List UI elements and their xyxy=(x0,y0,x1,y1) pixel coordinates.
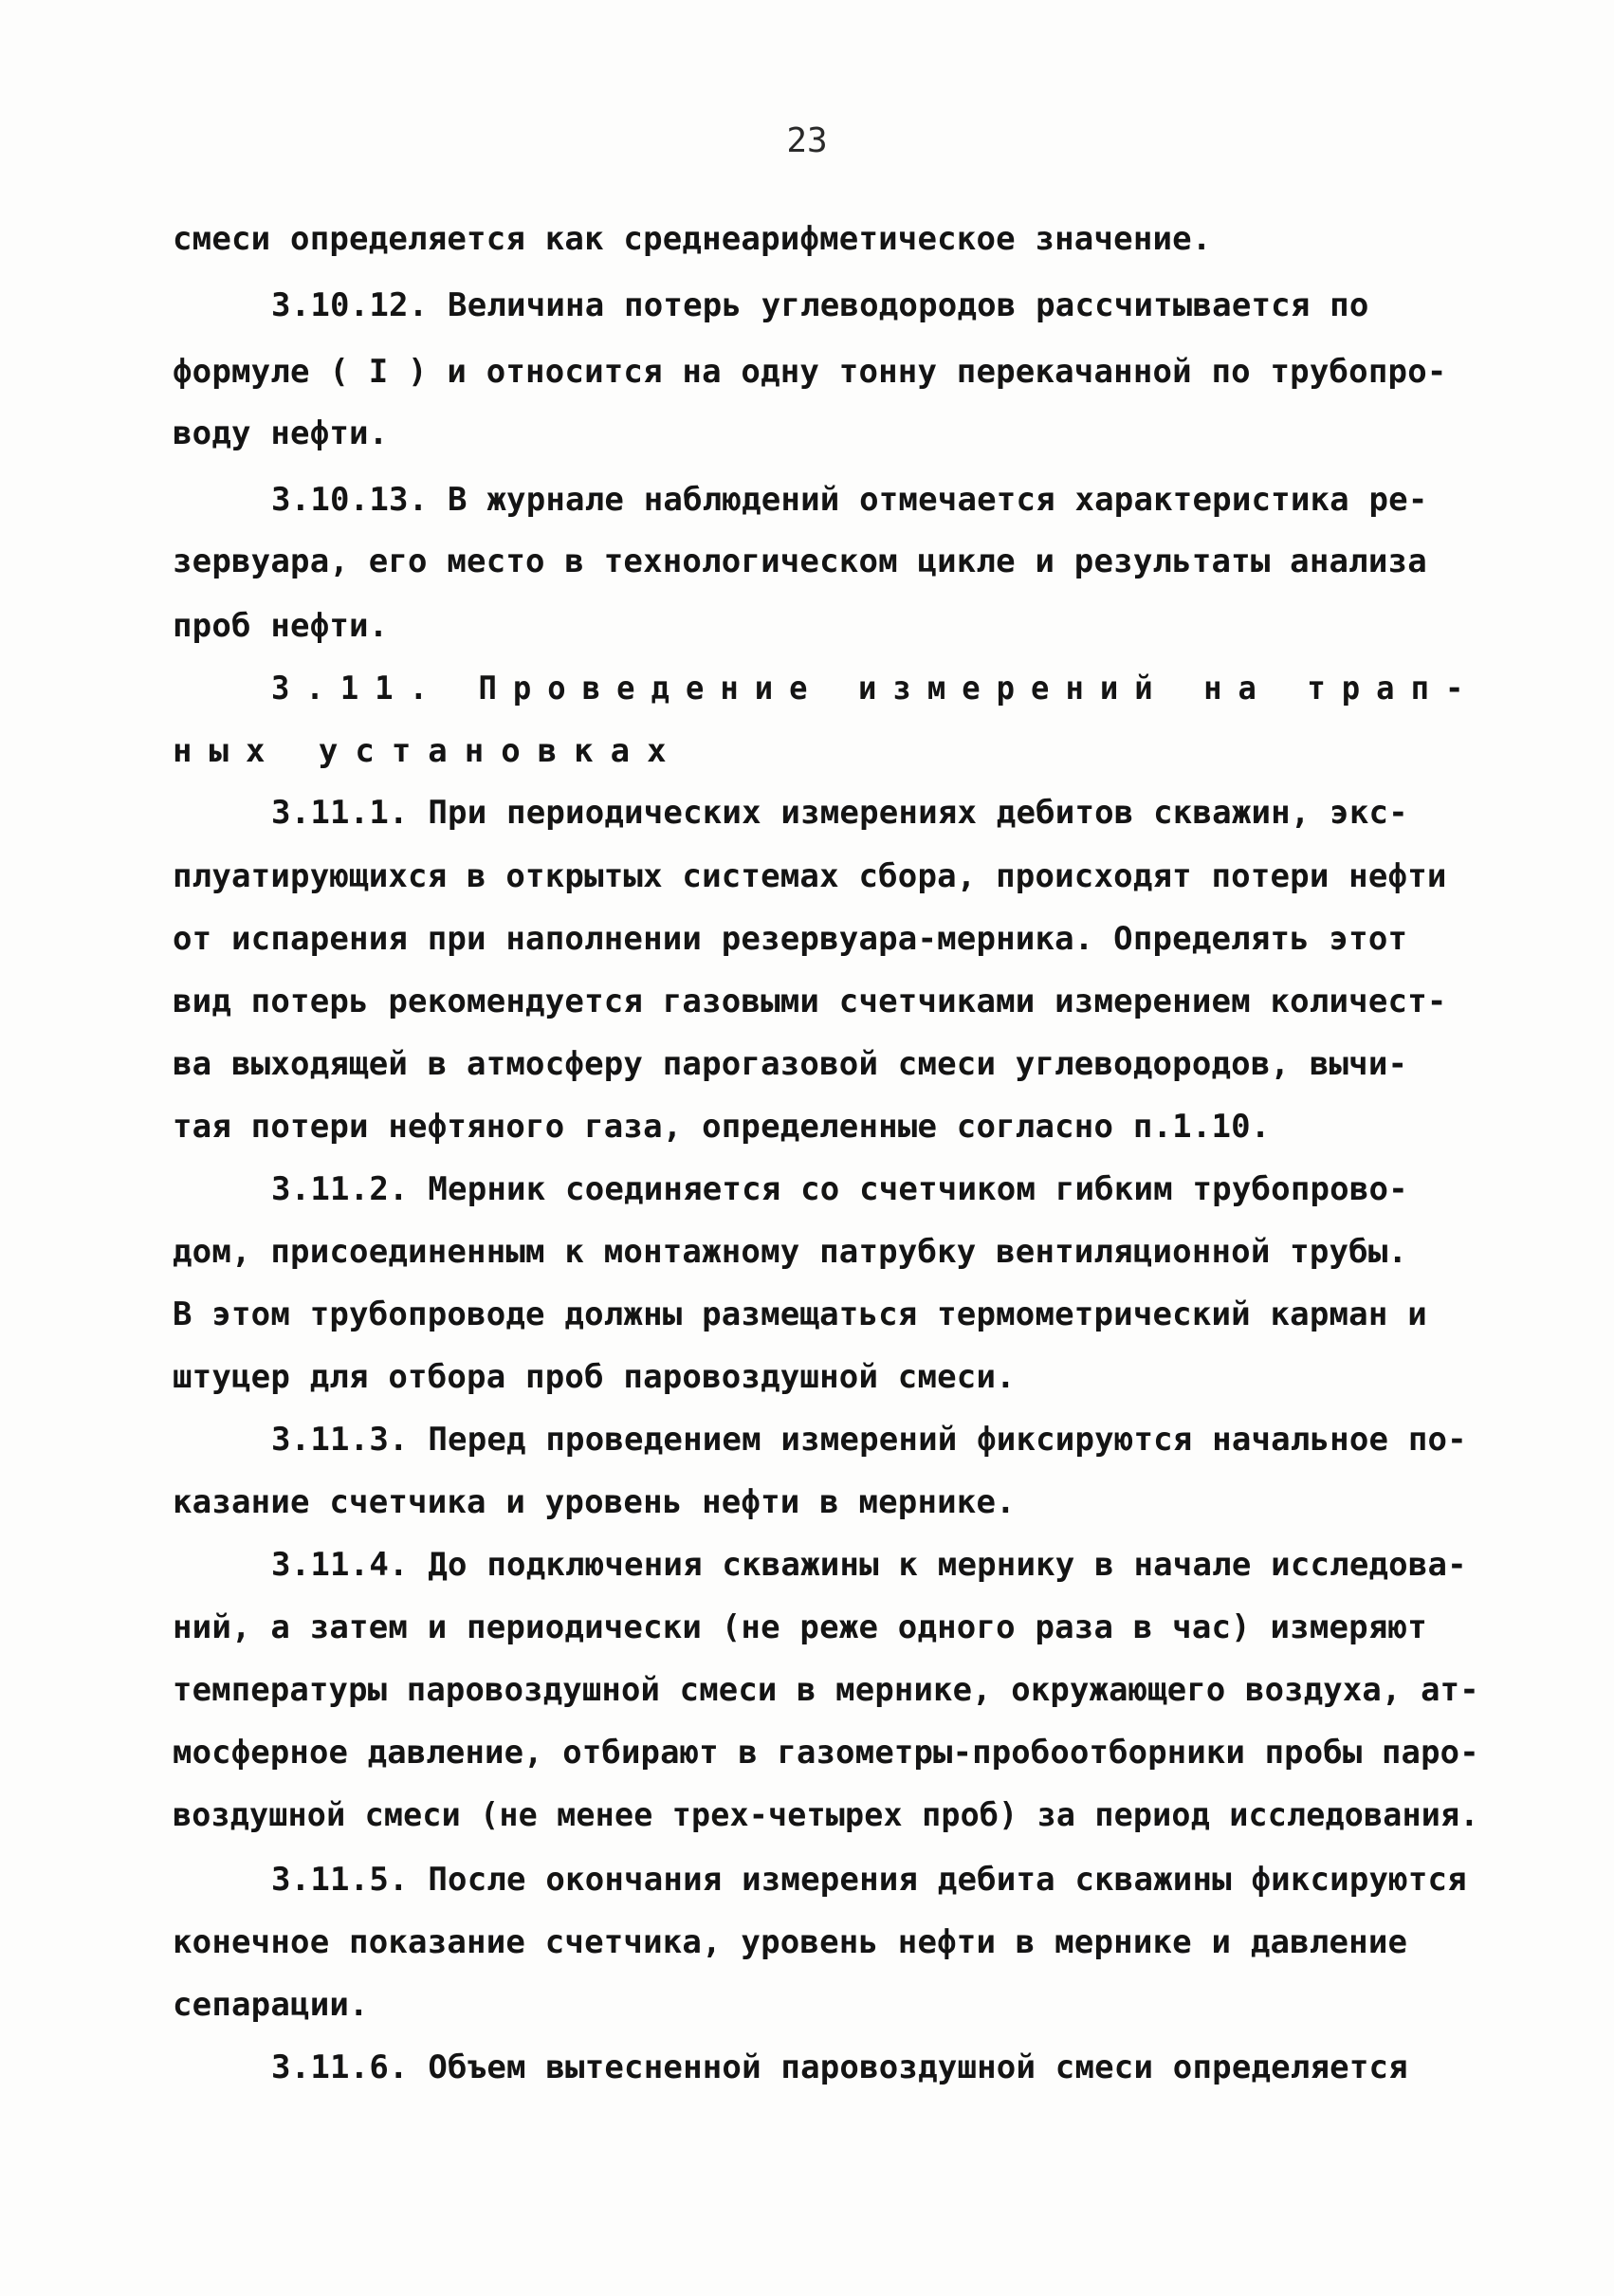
paragraph-3-11-6: 3.11.6. Объем вытесненной паровоздушной смеси определяется xyxy=(271,2048,1408,2086)
text-line: В этом трубопроводе должны размещаться термометрический карман и xyxy=(173,1295,1427,1333)
text-line: проб нефти. xyxy=(173,607,389,645)
text-line: от испарения при наполнении резервуара-мерника. Определять этот xyxy=(173,920,1408,958)
text-line: формуле ( I ) и относится на одну тонну перекачанной по трубопро- xyxy=(173,353,1447,391)
text-line: мосферное давление, отбирают в газометры-пробоотборники пробы паро- xyxy=(173,1734,1479,1772)
page-number: 23 xyxy=(786,121,828,160)
text-line: воздушной смеси (не менее трех-четырех проб) за период исследования. xyxy=(173,1796,1479,1834)
paragraph-3-11-2: 3.11.2. Мерник соединяется со счетчиком гибким трубопрово- xyxy=(271,1170,1408,1208)
text-line: штуцер для отбора проб паровоздушной смеси. xyxy=(173,1358,1016,1396)
section-heading-3-11: 3.11. Проведение измерений на трап- xyxy=(271,670,1480,707)
text-line: сепарации. xyxy=(173,1986,369,2024)
paragraph-3-10-13: 3.10.13. В журнале наблюдений отмечается характеристика ре- xyxy=(271,481,1428,519)
text-line: дом, присоединенным к монтажному патрубку вентиляционной трубы. xyxy=(173,1233,1408,1271)
paragraph-3-11-3: 3.11.3. Перед проведением измерений фиксируются начальное по- xyxy=(271,1421,1467,1459)
paragraph-3-11-1: 3.11.1. При периодических измерениях дебитов скважин, экс- xyxy=(271,794,1408,832)
text-line: конечное показание счетчика, уровень нефти в мернике и давление xyxy=(173,1923,1408,1961)
paragraph-3-10-12: 3.10.12. Величина потерь углеводородов рассчитывается по xyxy=(271,286,1369,324)
text-line: температуры паровоздушной смеси в мернике, окружающего воздуха, ат- xyxy=(173,1671,1479,1709)
text-line: казание счетчика и уровень нефти в мернике. xyxy=(173,1483,1016,1521)
text-line: вид потерь рекомендуется газовыми счетчиками измерением количест- xyxy=(173,983,1447,1020)
text-line: смеси определяется как среднеарифметическое значение. xyxy=(173,220,1212,258)
paragraph-3-11-4: 3.11.4. До подключения скважины к мернику в начале исследова- xyxy=(271,1546,1467,1584)
text-line: зервуара, его место в технологическом цикле и результаты анализа xyxy=(173,542,1427,580)
text-line: тая потери нефтяного газа, определенные согласно п.1.10. xyxy=(173,1108,1271,1146)
text-line: ва выходящей в атмосферу парогазовой смеси углеводородов, вычи- xyxy=(173,1045,1408,1083)
section-heading-continuation: ных установках xyxy=(173,732,684,770)
text-line: воду нефти. xyxy=(173,414,389,452)
paragraph-3-11-5: 3.11.5. После окончания измерения дебита скважины фиксируются xyxy=(271,1861,1467,1899)
text-line: плуатирующихся в открытых системах сбора, происходят потери нефти xyxy=(173,857,1447,895)
text-line: ний, а затем и периодически (не реже одного раза в час) измеряют xyxy=(173,1608,1427,1646)
